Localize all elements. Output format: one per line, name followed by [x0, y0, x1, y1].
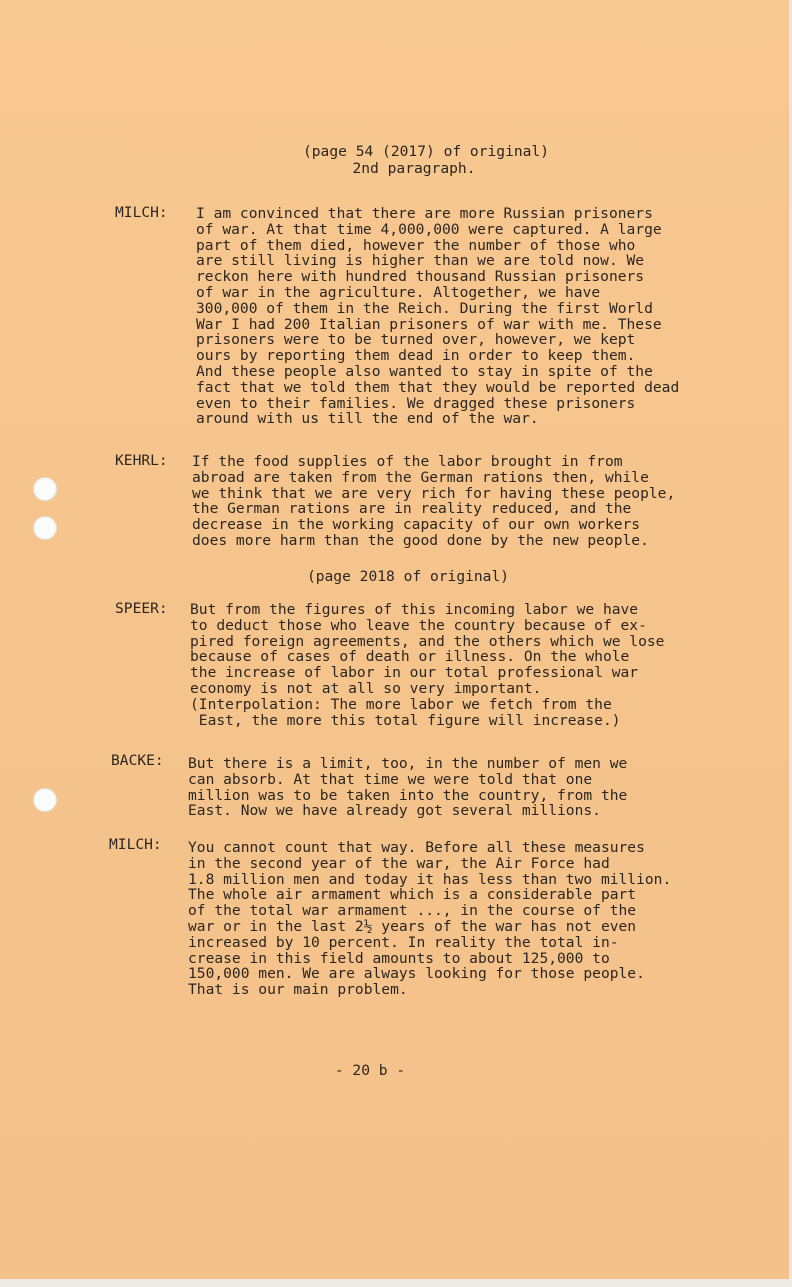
text-line: economy is not at all so very important. — [190, 679, 542, 697]
speaker-label: SPEER: — [115, 600, 168, 617]
speech-block — [188, 756, 627, 819]
text-line: ours by reporting them dead in order to keep them. — [196, 347, 636, 365]
text-line: the German rations are in reality reduced, and the — [192, 500, 632, 518]
text-line: I am convinced that there are more Russian prisoners — [196, 205, 653, 222]
speech-block — [196, 206, 679, 427]
page-edge-bottom — [0, 1279, 792, 1287]
text-line: decrease in the working capacity of our own workers — [192, 516, 641, 534]
text-line: East, the more this total figure will increase.) — [190, 711, 621, 729]
text-line: we think that we are very rich for having these people, — [192, 484, 676, 502]
text-line: are still living is higher than we are told now. We — [196, 252, 645, 270]
text-line: reckon here with hundred thousand Russian prisoners — [196, 268, 645, 286]
punch-hole — [33, 788, 57, 812]
text-line: prisoners were to be turned over, however, we kept — [196, 331, 636, 349]
text-line: can absorb. At that time we were told that one — [188, 770, 593, 788]
text-line: pired foreign agreements, and the others which we lose — [190, 632, 665, 650]
speaker-label: KEHRL: — [115, 452, 168, 469]
text-line: even to their families. We dragged these prisoners — [196, 394, 636, 412]
text-line: East. Now we have already got several millions. — [188, 802, 601, 820]
punch-hole — [33, 477, 57, 501]
text-line: 150,000 men. We are always looking for those people. — [188, 965, 645, 983]
speaker-label: MILCH: — [115, 204, 168, 221]
punch-hole — [33, 516, 57, 540]
text-line: You cannot count that way. Before all these measures — [188, 839, 645, 856]
text-line: to deduct those who leave the country because of ex- — [190, 616, 647, 634]
mid-heading: (page 2018 of original) — [306, 568, 510, 585]
text-line: fact that we told them that they would be reported dead — [196, 378, 680, 396]
text-line: War I had 200 Italian prisoners of war with me. These — [196, 315, 662, 333]
text-line: 300,000 of them in the Reich. During the first World — [196, 299, 653, 317]
page-number: - 20 b - — [334, 1062, 406, 1079]
text-line: of war. At that time 4,000,000 were captured. A large — [196, 220, 662, 238]
text-line: But from the figures of this incoming labor we have — [190, 601, 639, 618]
text-line: does more harm than the good done by the new people. — [192, 531, 649, 549]
text-line: That is our main problem. — [188, 981, 408, 999]
text-line: of the total war armament ..., in the course of the — [188, 902, 637, 920]
text-line: the increase of labor in our total professional war — [190, 664, 639, 682]
text-line: around with us till the end of the war. — [196, 410, 539, 428]
text-line: And these people also wanted to stay in spite of the — [196, 362, 653, 380]
speech-block — [190, 602, 664, 728]
header-line-2: 2nd paragraph. — [352, 160, 476, 177]
text-line: The whole air armament which is a considerable part — [188, 886, 637, 904]
speaker-label: MILCH: — [109, 836, 162, 853]
text-line: part of them died, however the number of those who — [196, 236, 636, 254]
text-line: million was to be taken into the country, from the — [188, 786, 628, 804]
text-line: 1.8 million men and today it has less than two million. — [188, 870, 672, 888]
speech-block — [188, 840, 671, 998]
text-line: because of cases of death or illness. On the whole — [190, 648, 630, 666]
text-line: increased by 10 percent. In reality the total in- — [188, 933, 619, 951]
header-line-1: (page 54 (2017) of original) — [302, 143, 549, 160]
text-line: of war in the agriculture. Altogether, we have — [196, 283, 601, 301]
text-line: (Interpolation: The more labor we fetch from the — [190, 695, 612, 713]
text-line: But there is a limit, too, in the number of men we — [188, 755, 628, 772]
text-line: in the second year of the war, the Air Force had — [188, 854, 610, 872]
text-line: If the food supplies of the labor brought in from — [192, 453, 623, 470]
speech-block — [192, 454, 675, 549]
speaker-label: BACKE: — [111, 752, 164, 769]
text-line: abroad are taken from the German rations then, while — [192, 468, 649, 486]
text-line: war or in the last 2½ years of the war has not even — [188, 917, 637, 935]
text-line: crease in this field amounts to about 125,000 to — [188, 949, 610, 967]
